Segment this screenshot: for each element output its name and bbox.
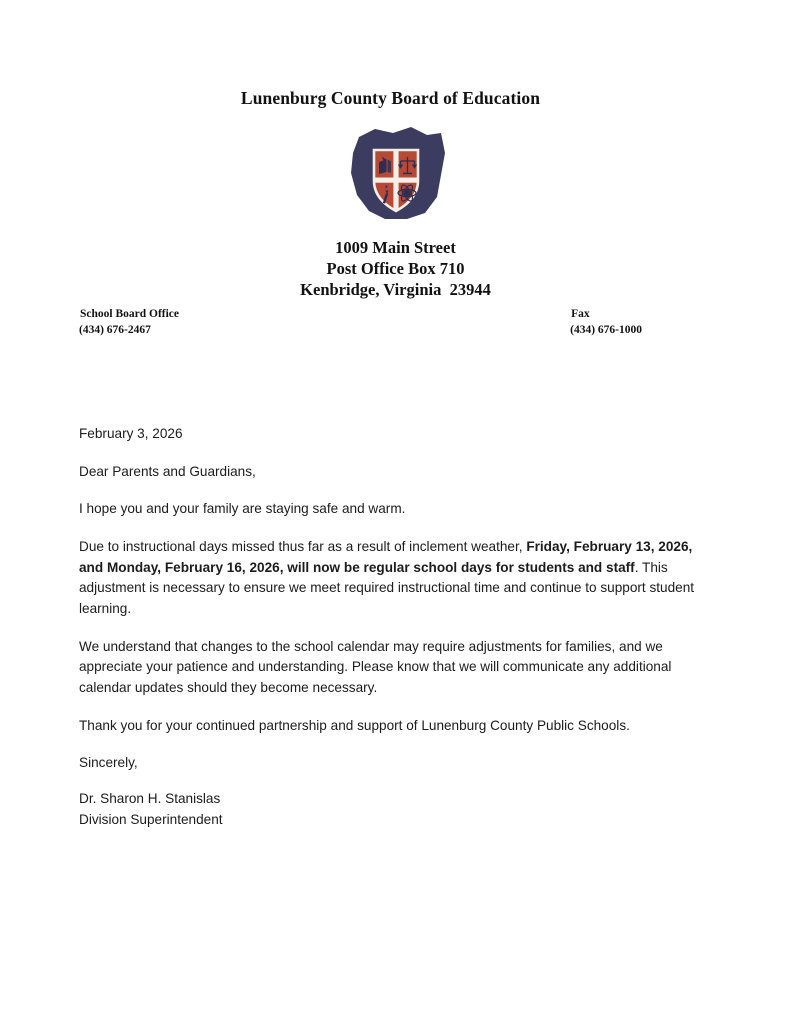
address-po-box: Post Office Box 710: [326, 259, 465, 279]
letter-closing: Sincerely,: [79, 755, 138, 771]
signer-name: Dr. Sharon H. Stanislas: [79, 791, 221, 806]
organization-title: Lunenburg County Board of Education: [240, 88, 541, 108]
letterhead: [0, 0, 791, 300]
logo-container: [0, 123, 791, 223]
letter-salutation: Dear Parents and Guardians,: [79, 463, 256, 479]
address-block: [0, 237, 791, 300]
fax-contact: [570, 306, 642, 339]
letter-paragraph-3: We understand that changes to the school calendar may require adjustments for families, and we appreciate your patience and understanding. Please know that we will communicate any additional calendar updates should they become necessary.: [79, 638, 672, 695]
fax-number: (434) 676-1000: [570, 324, 642, 337]
letter-paragraph-1: I hope you and your family are staying safe and warm.: [79, 501, 406, 517]
address-street: 1009 Main Street: [335, 238, 456, 257]
letter-paragraph-2: [79, 537, 701, 620]
lunenburg-county-shield-logo: [341, 123, 451, 223]
letter-paragraph-4: Thank you for your continued partnership and support of Lunenburg County Public Schools.: [79, 717, 630, 733]
school-board-office-contact: [79, 306, 179, 339]
signature-block: [79, 789, 223, 830]
school-board-office-phone: (434) 676-2467: [79, 324, 151, 337]
letter-date: February 3, 2026: [79, 426, 183, 441]
paragraph-2-trailing-text: . This adjustment is necessary to ensure we meet required instructional time and continue to support student learning.: [79, 559, 695, 616]
address-city-state-zip: Kenbridge, Virginia 23944: [300, 280, 491, 300]
signer-title: Division Superintendent: [79, 811, 223, 827]
fax-label: Fax: [571, 308, 590, 320]
school-board-office-label: School Board Office: [80, 308, 180, 320]
paragraph-2-lead-text: Due to instructional days missed thus far as a result of inclement weather,: [79, 538, 527, 554]
paragraph-2-emphasis-text: Friday, February 13, 2026, and Monday, February 16, 2026, will now be regular school days for students and staff: [79, 538, 693, 575]
letter-body: [79, 424, 701, 791]
contact-row: [79, 306, 712, 339]
